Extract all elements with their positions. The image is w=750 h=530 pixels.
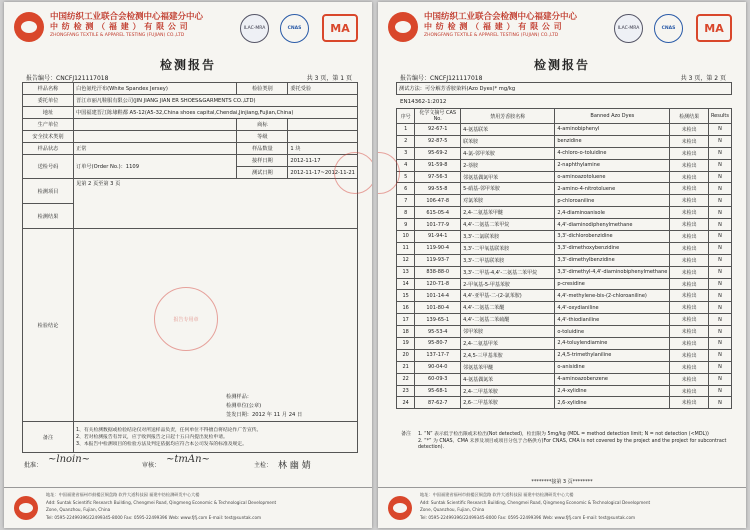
cell-cn-name: 4,4'-二氨基二苯甲烷 xyxy=(461,219,555,231)
report-title: 检测报告 xyxy=(533,58,590,72)
cell-cn-name: 4-氯-邻甲苯胺 xyxy=(461,147,555,159)
table-row xyxy=(397,171,732,183)
cell-en-name: 4,4'-diaminodiphenylmethane xyxy=(555,219,670,231)
note-item: 2. “*” 为 CNAS、CMA 未涉及项目或项目分包于合格供方(For CNAS, CMA is not covered by the project and the project for subcontract detection). xyxy=(418,438,727,450)
cell-value: 1 块 xyxy=(288,143,358,155)
issue-date: 签发日期：2012 年 11 月 24 日 xyxy=(226,412,303,418)
table-row xyxy=(397,135,732,147)
table-row xyxy=(397,83,732,95)
footer-address-en-2: Zone, Quanzhou, Fujian, China xyxy=(420,507,485,512)
cell-en-name: 3,3'-dichlorobenzidine xyxy=(555,231,670,243)
cell-no: 13 xyxy=(397,266,415,278)
cell-label: 送检号码 xyxy=(23,155,74,179)
org-cn-short: 中 纺 检 测 （ 福 建 ） 有 限 公 司 xyxy=(424,22,563,31)
report-number: 报告编号：CNCFJ121117018 xyxy=(26,75,109,82)
cell-label: 地址 xyxy=(23,107,74,119)
cell-cas: 137-17-7 xyxy=(415,349,461,361)
cell-cas: 87-62-7 xyxy=(415,397,461,409)
footer-logo-icon xyxy=(14,496,38,520)
table-row xyxy=(397,231,732,243)
cell-no: 16 xyxy=(397,302,415,314)
cell-no: 9 xyxy=(397,219,415,231)
table-row xyxy=(397,373,732,385)
cell-cn-name: 3,3'-二甲基联苯胺 xyxy=(461,254,555,266)
cell-cas: 615-05-4 xyxy=(415,207,461,219)
table-row xyxy=(397,147,732,159)
table-row xyxy=(397,385,732,397)
table-row xyxy=(397,183,732,195)
cell-cas: 91-94-1 xyxy=(415,231,461,243)
header-result-en: Results xyxy=(708,109,731,124)
conclusion-label: 检验结论 xyxy=(23,229,74,422)
cell-cn-name: 4,4'-二氨基二苯硫醚 xyxy=(461,314,555,326)
cell-no: 24 xyxy=(397,397,415,409)
footer-address-cn: 地址：中国福建省福州市鼓楼区铜盘路 软件大道科技园 福建中纺检测研发中心大楼 xyxy=(420,492,574,497)
cell-result-en: N xyxy=(708,266,731,278)
cnas-icon: CNAS xyxy=(280,14,309,43)
table-row xyxy=(397,207,732,219)
cell-label: 样品数量 xyxy=(237,143,288,155)
cell-value: 白色氨纶汗布(White Spandex Jersey) xyxy=(74,83,237,95)
page-footer xyxy=(378,487,746,528)
cell-no: 1 xyxy=(397,124,415,136)
cell-cn-name: 邻甲苯胺 xyxy=(461,326,555,338)
table-row xyxy=(397,397,732,409)
org-en-name: ZHONGFANG TEXTILE & APPAREL TESTING (FUJIAN) CO.,LTD xyxy=(424,33,559,38)
cell-cn-name: 4-氨基联苯 xyxy=(461,124,555,136)
table-row xyxy=(397,124,732,136)
cell-result-cn: 未检出 xyxy=(670,338,709,350)
cell-en-name: 4-aminoazobenzene xyxy=(555,373,670,385)
cell-no: 8 xyxy=(397,207,415,219)
cell-no: 2 xyxy=(397,135,415,147)
cell-result-en: N xyxy=(708,242,731,254)
footer-contact: Tel: 0595-22499396/22499345-8000 Fax: 0595-22499396 Web: www.fjfj.com E-mail: test@suntak.com xyxy=(46,515,262,520)
cell-cas: 92-67-1 xyxy=(415,124,461,136)
table-row xyxy=(397,326,732,338)
official-seal xyxy=(154,287,218,351)
cell-cn-name: 4,4'-二氨基二苯醚 xyxy=(461,302,555,314)
cell-en-name: 2,4-toluylendiamine xyxy=(555,338,670,350)
cell-en-name: o-anisidine xyxy=(555,361,670,373)
notes-block xyxy=(418,432,730,452)
test-items-label: 检测项目 xyxy=(23,179,74,204)
cell-en-name: 2,4-diaminoanisole xyxy=(555,207,670,219)
cell-en-name: o-toluidine xyxy=(555,326,670,338)
note-item: 1. “N” 表示低于检出限或未检出(Not detected)，检出限为 5mg/kg (MDL = method detection limit; N = not detection (<MDL)) xyxy=(418,432,709,437)
cell-result-cn: 未检出 xyxy=(670,266,709,278)
cell-cas: 101-80-4 xyxy=(415,302,461,314)
letterhead xyxy=(4,2,372,52)
ilac-mra-icon: ILAC-MRA xyxy=(240,14,269,43)
cell-cn-name: 对氯苯胺 xyxy=(461,195,555,207)
cell-result-en: N xyxy=(708,302,731,314)
cell-cn-name: 4,4'-亚甲基-二-(2-氯苯胺) xyxy=(461,290,555,302)
header-cn-name: 禁用芳香胺名称 xyxy=(461,109,555,124)
cell-no: 18 xyxy=(397,326,415,338)
cell-result-en: N xyxy=(708,338,731,350)
cell-no: 20 xyxy=(397,349,415,361)
cell-result-en: N xyxy=(708,231,731,243)
main-inspector-name: 林 幽 婧 xyxy=(278,461,311,471)
cell-cas: 119-90-4 xyxy=(415,242,461,254)
cell-cn-name: 邻氨基偶氮甲苯 xyxy=(461,171,555,183)
cell-result-cn: 未检出 xyxy=(670,302,709,314)
approve-signature: ~lnoin~ xyxy=(48,454,91,465)
cell-result-cn: 未检出 xyxy=(670,231,709,243)
test-method: 测试方法：可分解芳香胺染料(Azo Dyes)* mg/kg xyxy=(397,83,732,95)
cell-result-en: N xyxy=(708,361,731,373)
table-row xyxy=(397,278,732,290)
org-cn-short: 中 纺 检 测 （ 福 建 ） 有 限 公 司 xyxy=(50,22,189,31)
cell-result-en: N xyxy=(708,195,731,207)
cell-label: 检验类别 xyxy=(237,83,288,95)
cell-result-en: N xyxy=(708,254,731,266)
cell-cas: 119-93-7 xyxy=(415,254,461,266)
cell-no: 7 xyxy=(397,195,415,207)
cell-en-name: 2,4,5-trimethylaniline xyxy=(555,349,670,361)
remark-item: 1、有关检测数据或检验结论仅对所送样品负责，任何单位不得擅自将结论作广告宣传。 xyxy=(76,427,262,433)
cell-cas: 90-04-0 xyxy=(415,361,461,373)
cell-result-en: N xyxy=(708,349,731,361)
page-indicator: 共 3 页，第 1 页 xyxy=(306,75,352,82)
test-standard: EN14362-1:2012 xyxy=(400,99,447,105)
cell-result-cn: 未检出 xyxy=(670,326,709,338)
cell-value: 委托受验 xyxy=(288,83,358,95)
cell-no: 11 xyxy=(397,242,415,254)
cell-result-cn: 未检出 xyxy=(670,159,709,171)
table-row xyxy=(397,314,732,326)
table-row xyxy=(397,302,732,314)
cell-result-cn: 未检出 xyxy=(670,124,709,136)
report-title: 检测报告 xyxy=(159,58,216,72)
cell-cn-name: 4-氨基偶氮苯 xyxy=(461,373,555,385)
cell-value xyxy=(74,131,237,143)
cell-result-en: N xyxy=(708,219,731,231)
remark-item: 3、本报告中检测项目的检验方法及判定依据均应符合本公司发布的标准及规定。 xyxy=(76,441,247,447)
table-row xyxy=(23,155,358,167)
table-row xyxy=(23,83,358,95)
table-row xyxy=(397,361,732,373)
cell-cn-name: 2-甲氧基-5-甲基苯胺 xyxy=(461,278,555,290)
cell-cn-name: 2,4,5-三甲基苯胺 xyxy=(461,349,555,361)
org-en-name: ZHONGFANG TEXTILE & APPAREL TESTING (FUJIAN) CO.,LTD xyxy=(50,33,185,38)
table-row xyxy=(397,159,732,171)
cell-result-en: N xyxy=(708,124,731,136)
cell-result-en: N xyxy=(708,135,731,147)
header-en-name: Banned Azo Dyes xyxy=(555,109,670,124)
ilac-mra-icon: ILAC-MRA xyxy=(614,14,643,43)
page-indicator: 共 3 页，第 2 页 xyxy=(680,75,726,82)
footer-logo-icon xyxy=(388,496,412,520)
notes-label: 备注 xyxy=(400,431,411,437)
cell-en-name: 2,4-xylidine xyxy=(555,385,670,397)
cell-en-name: 4,4'-oxydianiline xyxy=(555,302,670,314)
cell-result-en: N xyxy=(708,314,731,326)
cell-no: 17 xyxy=(397,314,415,326)
cell-cn-name: 3,3'-二氯联苯胺 xyxy=(461,231,555,243)
org-logo-icon xyxy=(14,12,44,42)
cell-en-name: p-chloroaniline xyxy=(555,195,670,207)
cell-no: 4 xyxy=(397,159,415,171)
cell-no: 5 xyxy=(397,171,415,183)
signature-block xyxy=(24,454,354,476)
cell-cn-name: 2-萘胺 xyxy=(461,159,555,171)
cell-label: 接样日期 xyxy=(237,155,288,167)
cell-no: 15 xyxy=(397,290,415,302)
cell-cn-name: 3,3'-二甲氧基联苯胺 xyxy=(461,242,555,254)
cell-result-cn: 未检出 xyxy=(670,135,709,147)
table-row xyxy=(23,143,358,155)
cell-cas: 106-47-8 xyxy=(415,195,461,207)
cell-cas: 101-14-4 xyxy=(415,290,461,302)
cell-result-cn: 未检出 xyxy=(670,147,709,159)
cell-no: 10 xyxy=(397,231,415,243)
cell-result-en: N xyxy=(708,373,731,385)
table-row xyxy=(23,179,358,204)
cell-no: 21 xyxy=(397,361,415,373)
remarks-cell xyxy=(74,422,358,453)
org-cn-name: 中国纺织工业联合会检测中心福建分中心 xyxy=(424,12,578,22)
edge-seal xyxy=(334,152,372,194)
table-row xyxy=(397,195,732,207)
table-row xyxy=(397,338,732,350)
page-footer xyxy=(4,487,372,528)
cell-en-name: benzidine xyxy=(555,135,670,147)
cell-result-cn: 未检出 xyxy=(670,183,709,195)
cell-value xyxy=(288,131,358,143)
cell-label: 生产单位 xyxy=(23,119,74,131)
cell-cas: 92-87-5 xyxy=(415,135,461,147)
cell-no: 3 xyxy=(397,147,415,159)
cell-en-name: 4-chloro-o-toluidine xyxy=(555,147,670,159)
test-items-value: 见第 2 页至第 3 页 xyxy=(74,179,358,229)
cell-result-cn: 未检出 xyxy=(670,195,709,207)
table-row xyxy=(23,119,358,131)
cell-cn-name: 邻氨基苯甲醚 xyxy=(461,361,555,373)
cell-result-en: N xyxy=(708,278,731,290)
footer-contact: Tel: 0595-22499396/22499345-8000 Fax: 0595-22499396 Web: www.fjfj.com E-mail: test@suntak.com xyxy=(420,515,636,520)
cell-result-en: N xyxy=(708,207,731,219)
cell-result-cn: 未检出 xyxy=(670,171,709,183)
cell-no: 19 xyxy=(397,338,415,350)
cell-en-name: 4,4'-thiodianiline xyxy=(555,314,670,326)
cell-cn-name: 2,4-二氨基苯甲醚 xyxy=(461,207,555,219)
cell-cas: 95-53-4 xyxy=(415,326,461,338)
ma-icon: MA xyxy=(696,14,732,42)
sample-label: 检测样品： xyxy=(226,394,252,400)
cell-result-cn: 未检出 xyxy=(670,219,709,231)
cell-cas: 99-55-8 xyxy=(415,183,461,195)
cell-cas: 95-80-7 xyxy=(415,338,461,350)
cell-no: 22 xyxy=(397,373,415,385)
azo-results-table xyxy=(396,108,732,409)
table-row xyxy=(397,349,732,361)
cell-en-name: 2,6-xylidine xyxy=(555,397,670,409)
cell-result-cn: 未检出 xyxy=(670,254,709,266)
cell-result-en: N xyxy=(708,397,731,409)
main-inspector-label: 主检： xyxy=(254,462,273,469)
cell-result-cn: 未检出 xyxy=(670,397,709,409)
table-row xyxy=(23,107,358,119)
cell-result-en: N xyxy=(708,159,731,171)
sample-info-table xyxy=(22,82,358,453)
cell-no: 12 xyxy=(397,254,415,266)
cell-value: 2012-11-17~2012-11-21 xyxy=(288,167,358,179)
cell-label: 等级 xyxy=(237,131,288,143)
audit-signature: ~tmAn~ xyxy=(166,454,210,465)
cell-en-name: 4-aminobiphenyl xyxy=(555,124,670,136)
footer-address-en-2: Zone, Quanzhou, Fujian, China xyxy=(46,507,111,512)
cell-label: 测试日期 xyxy=(237,167,288,179)
cell-result-en: N xyxy=(708,171,731,183)
cell-no: 14 xyxy=(397,278,415,290)
table-row xyxy=(397,290,732,302)
cell-value: 中国福建晋江陈埭鞋都 A5-12(A5-32,China shoes capital,Chendai,Jinjiang,Fujian,China) xyxy=(74,107,358,119)
table-row xyxy=(397,219,732,231)
report-page-2 xyxy=(378,2,746,528)
header-no: 序号 xyxy=(397,109,415,124)
seal-text: 报告专用章 xyxy=(173,316,199,323)
cell-label: 委托单位 xyxy=(23,95,74,107)
cell-result-cn: 未检出 xyxy=(670,242,709,254)
table-row xyxy=(397,254,732,266)
cell-result-cn: 未检出 xyxy=(670,361,709,373)
method-table xyxy=(396,82,732,95)
remark-item: 2、若对检测报告有异议，应于收到报告之日起十五日内提出复检申请。 xyxy=(76,434,228,440)
cell-cn-name: 2,4-二氨基甲苯 xyxy=(461,338,555,350)
cell-label: 样品状态 xyxy=(23,143,74,155)
cell-result-en: N xyxy=(708,385,731,397)
cell-cn-name: 2,6-二甲基苯胺 xyxy=(461,397,555,409)
cell-value: 订单号(Order No.)：1109 xyxy=(74,155,237,179)
cell-result-cn: 未检出 xyxy=(670,290,709,302)
cell-value xyxy=(288,119,358,131)
cell-result-cn: 未检出 xyxy=(670,373,709,385)
cell-en-name: 4,4'-methylene-bis-(2-chloroaniline) xyxy=(555,290,670,302)
cell-en-name: 3,3'-dimethyl-4,4'-diaminobiphenylmethane xyxy=(555,266,670,278)
cell-value: 2012-11-17 xyxy=(288,155,358,167)
cell-label: 商标 xyxy=(237,119,288,131)
cell-no: 6 xyxy=(397,183,415,195)
letterhead xyxy=(378,2,746,52)
cell-cas: 60-09-3 xyxy=(415,373,461,385)
ma-icon: MA xyxy=(322,14,358,42)
table-row xyxy=(23,131,358,143)
cell-cas: 95-69-2 xyxy=(415,147,461,159)
issuer-label: 检测单位(公章) xyxy=(226,403,262,409)
cell-cas: 101-77-9 xyxy=(415,219,461,231)
cell-en-name: o-aminoazotoluene xyxy=(555,171,670,183)
org-logo-icon xyxy=(388,12,418,42)
report-number: 报告编号：CNCFJ121117018 xyxy=(400,75,483,82)
cell-no: 23 xyxy=(397,385,415,397)
cell-cn-name: 3,3'-二甲基-4,4'-二氨基二苯甲烷 xyxy=(461,266,555,278)
cell-cn-name: 联苯胺 xyxy=(461,135,555,147)
cell-result-cn: 未检出 xyxy=(670,349,709,361)
table-header-row xyxy=(397,109,732,124)
cell-cas: 95-68-1 xyxy=(415,385,461,397)
cell-result-cn: 未检出 xyxy=(670,278,709,290)
cell-result-cn: 未检出 xyxy=(670,314,709,326)
cell-en-name: 2-amino-4-nitrotoluene xyxy=(555,183,670,195)
table-row xyxy=(23,422,358,453)
cell-label: 安全技术类别 xyxy=(23,131,74,143)
cell-cn-name: 2,4-二甲基苯胺 xyxy=(461,385,555,397)
cell-cas: 120-71-8 xyxy=(415,278,461,290)
org-cn-name: 中国纺织工业联合会检测中心福建分中心 xyxy=(50,12,204,22)
approve-label: 批准： xyxy=(24,462,43,469)
result-label: 检测结果 xyxy=(23,204,74,229)
cell-result-cn: 未检出 xyxy=(670,207,709,219)
cell-value: 正常 xyxy=(74,143,237,155)
cell-result-en: N xyxy=(708,183,731,195)
cell-en-name: p-cresidine xyxy=(555,278,670,290)
table-row xyxy=(397,242,732,254)
header-result-cn: 检测结果 xyxy=(670,109,709,124)
cell-en-name: 3,3'-dimethylbenzidine xyxy=(555,254,670,266)
remarks-label: 备注 xyxy=(23,422,74,453)
cell-en-name: 3,3'-dimethoxybenzidine xyxy=(555,242,670,254)
table-row xyxy=(397,266,732,278)
cell-cas: 838-88-0 xyxy=(415,266,461,278)
cell-cas: 91-59-8 xyxy=(415,159,461,171)
footer-address-en: Add: Suntak Scientific Research Building, Chengmei Road, Qingmeng Economic & Technological Development xyxy=(46,500,277,505)
footer-address-en: Add: Suntak Scientific Research Building, Chengmei Road, Qingmeng Economic & Technological Development xyxy=(420,500,651,505)
cell-value xyxy=(74,119,237,131)
cell-cas: 139-65-1 xyxy=(415,314,461,326)
cnas-icon: CNAS xyxy=(654,14,683,43)
cell-label: 样品名称 xyxy=(23,83,74,95)
footer-address-cn: 地址：中国福建省福州市鼓楼区铜盘路 软件大道科技园 福建中纺检测研发中心大楼 xyxy=(46,492,200,497)
audit-label: 审核： xyxy=(142,462,161,469)
cell-en-name: 2-naphthylamine xyxy=(555,159,670,171)
cell-cn-name: 5-硝基-邻甲苯胺 xyxy=(461,183,555,195)
continued-marker: ********接第 3 页******** xyxy=(531,479,593,485)
cell-result-cn: 未检出 xyxy=(670,385,709,397)
cell-value: 晋江市丽凡鞋服有限公司(JIN JIANG JIAN ER SHOES&GARMENTS CO.,LTD) xyxy=(74,95,358,107)
report-page-1 xyxy=(4,2,372,528)
cell-result-en: N xyxy=(708,326,731,338)
table-row xyxy=(23,95,358,107)
cell-cas: 97-56-3 xyxy=(415,171,461,183)
cell-result-en: N xyxy=(708,290,731,302)
header-cas: 化学文摘号 CAS No. xyxy=(415,109,461,124)
cell-result-en: N xyxy=(708,147,731,159)
